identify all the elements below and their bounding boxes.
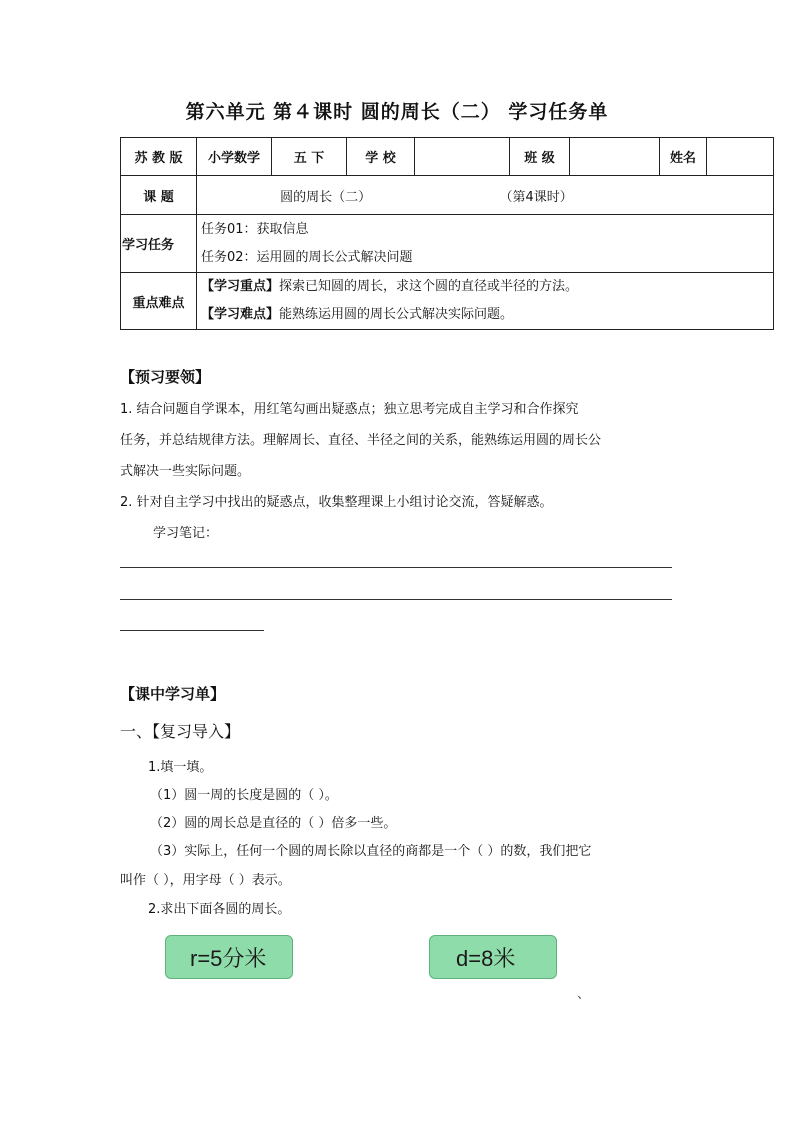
preview-guidelines	[120, 394, 680, 518]
question-2: 2.求出下面各圆的周长。	[148, 902, 291, 917]
info-row-header	[121, 138, 774, 176]
question-1-1: （1）圆一周的长度是圆的（ ）。	[150, 788, 338, 803]
question-1-2: （2）圆的周长总是直径的（ ）倍多一些。	[150, 816, 397, 831]
tasks-cell	[197, 215, 774, 273]
task-2: 任务02：运用圆的周长公式解决问题	[201, 249, 413, 265]
notes-line-1[interactable]	[120, 567, 672, 568]
review-heading: 一、【复习导入】	[120, 722, 241, 741]
name-field[interactable]	[707, 138, 774, 176]
question-1: 1.填一填。	[148, 760, 213, 775]
info-row-topic	[121, 176, 774, 215]
radius-box: r=5分米	[165, 935, 293, 979]
stray-mark: 、	[577, 987, 591, 1002]
class-label: 班 级	[510, 138, 570, 176]
tasks-label: 学习任务	[121, 215, 197, 273]
task-1: 任务01：获取信息	[201, 221, 309, 237]
preview-p1-line1: 1. 结合问题自学课本，用红笔勾画出疑惑点；独立思考完成自主学习和合作探究	[120, 402, 579, 417]
difficult-point	[201, 301, 769, 329]
subject-cell: 小学数学	[197, 138, 272, 176]
difficult-point-tag: 【学习难点】	[201, 307, 280, 322]
info-row-focus	[121, 273, 774, 330]
school-label: 学 校	[347, 138, 415, 176]
info-row-tasks	[121, 215, 774, 273]
preview-p2: 2. 针对自主学习中找出的疑惑点，收集整理课上小组讨论交流，答疑解惑。	[120, 495, 553, 510]
key-point-text: 探索已知圆的周长，求这个圆的直径或半径的方法。	[279, 279, 579, 294]
difficult-point-text: 能熟练运用圆的周长公式解决实际问题。	[279, 307, 514, 322]
notes-label: 学习笔记：	[153, 526, 219, 541]
preview-p1-line2: 任务，并总结规律方法。理解周长、直径、半径之间的关系，能熟练运用圆的周长公	[120, 433, 602, 448]
info-table	[120, 137, 774, 330]
notes-line-2[interactable]	[120, 599, 672, 600]
key-point	[201, 273, 769, 301]
preview-p1-line3: 式解决一些实际问题。	[120, 464, 251, 479]
school-field[interactable]	[415, 138, 510, 176]
focus-cell	[197, 273, 774, 330]
name-label: 姓名	[660, 138, 707, 176]
class-field[interactable]	[570, 138, 660, 176]
publisher-label: 苏 教 版	[121, 138, 197, 176]
focus-label: 重点难点	[121, 273, 197, 330]
grade-cell: 五 下	[272, 138, 347, 176]
preview-heading: 【预习要领】	[120, 368, 211, 386]
notes-line-3[interactable]	[120, 630, 264, 631]
question-1-3-line1: （3）实际上，任何一个圆的周长除以直径的商都是一个（ ）的数，我们把它	[150, 844, 592, 859]
inclass-heading: 【课中学习单】	[120, 685, 226, 703]
lesson-number: （第4课时）	[499, 189, 573, 205]
page-title: 第六单元 第４课时 圆的周长（二） 学习任务单	[185, 101, 609, 123]
topic-cell	[197, 176, 774, 215]
key-point-tag: 【学习重点】	[201, 279, 280, 294]
question-1-3-line2: 叫作（ ），用字母（ ）表示。	[120, 873, 291, 888]
diameter-box: d=8米	[429, 935, 557, 979]
topic-label: 课 题	[121, 176, 197, 215]
topic-name: 圆的周长（二）	[280, 189, 372, 205]
